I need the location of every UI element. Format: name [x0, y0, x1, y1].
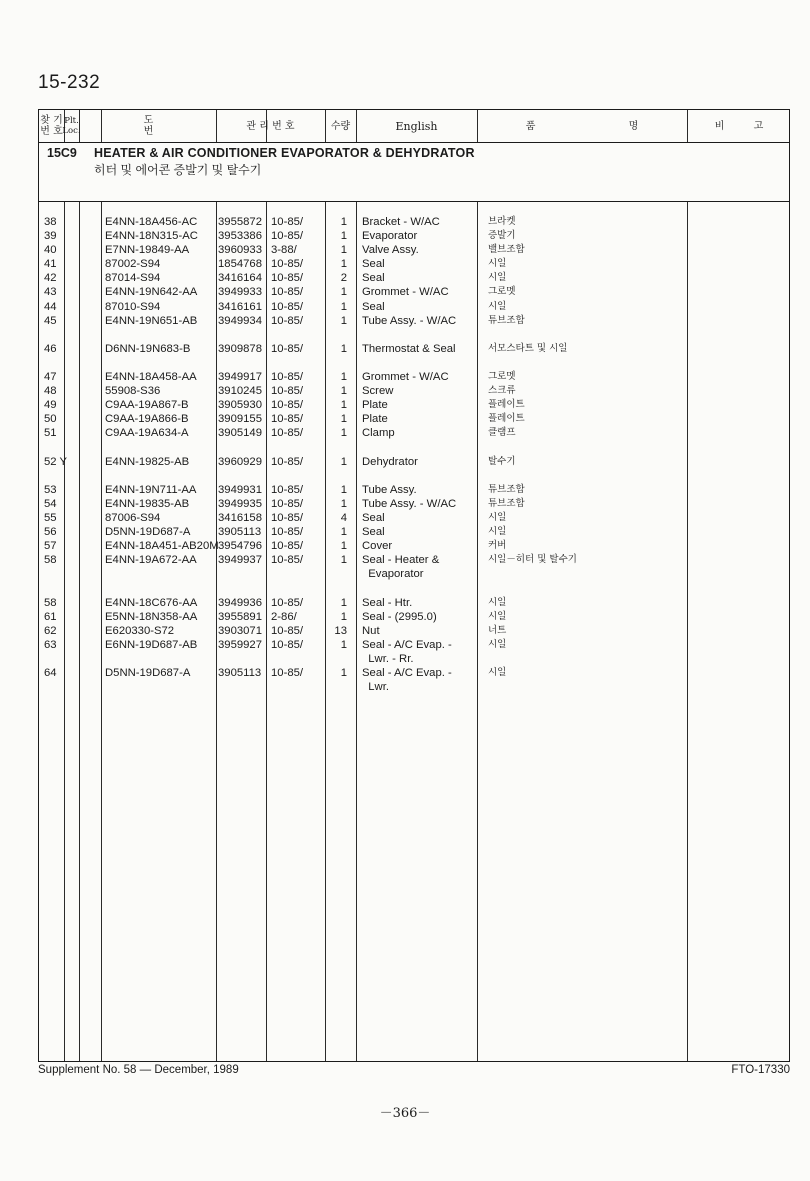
part-number: E4NN-18A456-AC: [105, 216, 198, 228]
part-number: C9AA-19A866-B: [105, 413, 189, 426]
part-number: 87010-S94: [105, 300, 161, 313]
ref-number: 58: [44, 554, 57, 567]
korean-name: 시일: [488, 596, 507, 608]
effective-date: 10-85/: [271, 258, 304, 271]
effective-date: 10-85/: [271, 385, 304, 398]
ref-number: 52 Y: [44, 455, 68, 468]
part-number: E620330-S72: [105, 624, 175, 637]
part-number: 55908-S36: [105, 385, 161, 398]
management-number: 3949917: [218, 371, 262, 384]
table-row: [39, 342, 789, 356]
quantity: 1: [340, 596, 347, 609]
table-row: [39, 370, 789, 384]
ref-number: 50: [44, 413, 57, 426]
management-number: 3960933: [218, 244, 262, 257]
header-ref-no: 찾 기 번 호: [40, 115, 63, 137]
ref-number: 62: [44, 624, 57, 637]
management-number: 3954796: [218, 540, 262, 553]
management-number: 3949934: [218, 314, 262, 327]
effective-date: 10-85/: [271, 624, 304, 637]
management-number: 3910245: [218, 385, 262, 398]
korean-name: 클램프: [488, 427, 516, 439]
effective-date: 10-85/: [271, 554, 304, 567]
part-number: E6NN-19D687-AB: [105, 638, 198, 651]
ref-number: 39: [44, 230, 57, 243]
effective-date: 10-85/: [271, 497, 304, 510]
table-row: [39, 497, 789, 511]
table-row: [39, 666, 789, 680]
quantity: 1: [340, 230, 347, 243]
korean-name: 커버: [488, 540, 507, 552]
header-plt-loc: Plt. Loc.: [62, 116, 81, 136]
english-name: Evaporator: [362, 230, 418, 243]
table-row: [39, 610, 789, 624]
quantity: 1: [340, 216, 347, 228]
english-name: Seal: [362, 258, 385, 271]
korean-name: 브라켓: [488, 216, 516, 227]
table-row: [39, 553, 789, 567]
ref-number: 56: [44, 526, 57, 539]
section-code: 15C9: [47, 146, 77, 160]
management-number: 3903071: [218, 624, 262, 637]
effective-date: 10-85/: [271, 526, 304, 539]
management-number: 3949935: [218, 497, 262, 510]
header-remarks: 비 고: [714, 120, 764, 132]
korean-name: 시일: [488, 638, 507, 650]
management-number: 3905113: [218, 526, 262, 539]
management-number: 3416158: [218, 511, 262, 524]
supplement-note: Supplement No. 58 — December, 1989: [38, 1064, 239, 1076]
parts-table: [38, 109, 790, 1062]
quantity: 1: [340, 258, 347, 271]
korean-name: 시일: [488, 526, 507, 538]
ref-number: 48: [44, 385, 57, 398]
english-name: Thermostat & Seal: [362, 342, 456, 355]
management-number: 3909155: [218, 413, 262, 426]
management-number: 3949933: [218, 286, 262, 299]
page-number: 15-232: [38, 72, 101, 93]
english-name: Seal: [362, 526, 385, 539]
table-row: [39, 384, 789, 398]
part-number: 87014-S94: [105, 272, 161, 285]
effective-date: 10-85/: [271, 540, 304, 553]
header-english: English: [395, 119, 438, 133]
korean-name: 시일: [488, 667, 507, 678]
management-number: 3955891: [218, 610, 262, 623]
english-name: Seal: [362, 511, 385, 524]
ref-number: 38: [44, 216, 57, 228]
effective-date: 10-85/: [271, 272, 304, 285]
english-name: Seal - A/C Evap. -: [362, 667, 452, 679]
part-number: E4NN-18A451-AB20M: [105, 540, 219, 553]
effective-date: 10-85/: [271, 300, 304, 313]
english-name: Lwr. - Rr.: [362, 652, 414, 665]
effective-date: 10-85/: [271, 314, 304, 327]
english-name: Grommet - W/AC: [362, 371, 449, 384]
english-name: Dehydrator: [362, 455, 418, 468]
part-number: E4NN-19N711-AA: [105, 483, 197, 496]
english-name: Screw: [362, 385, 394, 398]
effective-date: 10-85/: [271, 216, 304, 228]
effective-date: 10-85/: [271, 342, 304, 355]
effective-date: 10-85/: [271, 230, 304, 243]
table-row: [39, 483, 789, 497]
effective-date: 10-85/: [271, 455, 304, 468]
korean-name: 시일－히터 및 탈수기: [488, 554, 577, 566]
management-number: 3960929: [218, 455, 262, 468]
korean-name: 그로멧: [488, 286, 516, 298]
table-row: [39, 314, 789, 328]
section-block: [39, 143, 789, 201]
table-row: [39, 525, 789, 539]
english-name: Plate: [362, 413, 388, 426]
quantity: 1: [340, 497, 347, 510]
part-number: E4NN-19N642-AA: [105, 286, 198, 299]
english-name: Seal - (2995.0): [362, 610, 437, 623]
korean-name: 튜브조합: [488, 483, 525, 495]
row-spacer: [39, 441, 789, 455]
part-number: E5NN-18N358-AA: [105, 610, 198, 623]
english-name: Evaporator: [362, 568, 424, 581]
korean-name: 증발기: [488, 230, 516, 242]
effective-date: 10-85/: [271, 427, 304, 440]
korean-name: 시일: [488, 300, 507, 312]
management-number: 3949937: [218, 554, 262, 567]
table-row: [39, 412, 789, 426]
quantity: 1: [340, 300, 347, 313]
quantity: 1: [340, 667, 347, 679]
english-name: Tube Assy. - W/AC: [362, 497, 457, 510]
english-name: Bracket - W/AC: [362, 216, 440, 228]
effective-date: 2-86/: [271, 610, 297, 623]
ref-number: 42: [44, 272, 57, 285]
english-name: Plate: [362, 399, 388, 412]
quantity: 1: [340, 371, 347, 384]
ref-number: 64: [44, 667, 57, 679]
management-number: 3905149: [218, 427, 262, 440]
english-name: Seal: [362, 300, 385, 313]
part-number: E4NN-18A458-AA: [105, 371, 197, 384]
row-spacer: [39, 469, 789, 483]
management-number: 3959927: [218, 638, 262, 651]
row-spacer: [39, 581, 789, 595]
english-name: Seal - Htr.: [362, 596, 413, 609]
quantity: 1: [340, 526, 347, 539]
english-name: Nut: [362, 624, 380, 637]
quantity: 1: [340, 385, 347, 398]
korean-name: 튜브조합: [488, 314, 525, 326]
part-number: C9AA-19A867-B: [105, 399, 189, 412]
quantity: 1: [340, 342, 347, 355]
english-name: Cover: [362, 540, 393, 553]
korean-name: 시일: [488, 610, 507, 622]
english-name: Seal - A/C Evap. -: [362, 638, 452, 651]
table-row: [39, 229, 789, 243]
table-row: [39, 398, 789, 412]
ref-number: 54: [44, 497, 57, 510]
table-row: [39, 455, 789, 469]
part-number: D6NN-19N683-B: [105, 342, 191, 355]
management-number: 3416164: [218, 272, 262, 285]
ref-number: 61: [44, 610, 57, 623]
table-row: [39, 257, 789, 271]
quantity: 2: [340, 272, 347, 285]
english-name: Valve Assy.: [362, 244, 419, 257]
part-number: D5NN-19D687-A: [105, 667, 191, 679]
table-row: [39, 215, 789, 229]
english-name: Lwr.: [362, 681, 389, 694]
form-number: FTO-17330: [731, 1064, 790, 1076]
part-number: 87002-S94: [105, 258, 161, 271]
section-title: HEATER & AIR CONDITIONER EVAPORATOR & DEHYDRATOR: [94, 146, 475, 160]
quantity: 1: [340, 554, 347, 567]
english-name: Tube Assy. - W/AC: [362, 314, 457, 327]
effective-date: 3-88/: [271, 244, 297, 257]
header-korean-name: 품 명: [525, 120, 639, 132]
ref-number: 55: [44, 511, 57, 524]
table-row-continuation: [39, 567, 789, 581]
ref-number: 58: [44, 596, 57, 609]
ref-number: 44: [44, 300, 57, 313]
english-name: Seal: [362, 272, 385, 285]
header-mgmt-no: 관 리 번 호: [246, 120, 295, 132]
korean-name: 시일: [488, 272, 507, 284]
table-row: [39, 285, 789, 299]
section-divider: [39, 201, 789, 202]
effective-date: 10-85/: [271, 413, 304, 426]
ref-number: 47: [44, 371, 57, 384]
management-number: 3909878: [218, 342, 262, 355]
row-spacer: [39, 328, 789, 342]
quantity: 1: [340, 610, 347, 623]
table-row: [39, 624, 789, 638]
management-number: 1854768: [218, 258, 262, 271]
korean-name: 그로멧: [488, 371, 516, 383]
table-row: [39, 426, 789, 440]
english-name: Tube Assy.: [362, 483, 417, 496]
english-name: Grommet - W/AC: [362, 286, 449, 299]
quantity: 1: [340, 314, 347, 327]
ref-number: 53: [44, 483, 57, 496]
part-number: E4NN-19N651-AB: [105, 314, 198, 327]
row-spacer: [39, 356, 789, 370]
part-number: D5NN-19D687-A: [105, 526, 191, 539]
korean-name: 튜브조합: [488, 497, 525, 509]
table-row: [39, 243, 789, 257]
part-number: C9AA-19A634-A: [105, 427, 189, 440]
effective-date: 10-85/: [271, 286, 304, 299]
ref-number: 40: [44, 244, 57, 257]
part-number: E4NN-19825-AB: [105, 455, 190, 468]
ref-number: 46: [44, 342, 57, 355]
part-number: 87006-S94: [105, 511, 161, 524]
ref-number: 41: [44, 258, 57, 271]
korean-name: 스크류: [488, 385, 516, 397]
header-qty: 수량: [330, 120, 351, 132]
korean-name: 너트: [488, 624, 507, 636]
quantity: 1: [340, 399, 347, 412]
management-number: 3905930: [218, 399, 262, 412]
part-number: E4NN-18C676-AA: [105, 596, 198, 609]
ref-number: 57: [44, 540, 57, 553]
bottom-page-number: －366－: [379, 1106, 431, 1121]
parts-list: [39, 215, 789, 694]
part-number: E4NN-19A672-AA: [105, 554, 197, 567]
quantity: 1: [340, 455, 347, 468]
table-row-continuation: [39, 652, 789, 666]
ref-number: 63: [44, 638, 57, 651]
quantity: 1: [340, 427, 347, 440]
table-row: [39, 539, 789, 553]
korean-name: 플레이트: [488, 399, 525, 411]
part-number: E4NN-18N315-AC: [105, 230, 198, 243]
quantity: 1: [340, 638, 347, 651]
quantity: 1: [340, 244, 347, 257]
english-name: Clamp: [362, 427, 395, 440]
management-number: 3416161: [218, 300, 262, 313]
effective-date: 10-85/: [271, 483, 304, 496]
effective-date: 10-85/: [271, 596, 304, 609]
table-row: [39, 638, 789, 652]
part-number: E7NN-19849-AA: [105, 244, 190, 257]
section-title-korean: 히터 및 에어콘 증발기 및 탈수기: [94, 163, 262, 177]
effective-date: 10-85/: [271, 667, 304, 679]
effective-date: 10-85/: [271, 371, 304, 384]
ref-number: 43: [44, 286, 57, 299]
header-part-no: 도 번: [143, 115, 194, 137]
part-number: E4NN-19835-AB: [105, 497, 190, 510]
effective-date: 10-85/: [271, 399, 304, 412]
management-number: 3953386: [218, 230, 262, 243]
management-number: 3949936: [218, 596, 262, 609]
quantity: 4: [340, 511, 347, 524]
korean-name: 탈수기: [488, 455, 516, 467]
quantity: 1: [340, 483, 347, 496]
quantity: 13: [334, 624, 347, 637]
effective-date: 10-85/: [271, 638, 304, 651]
management-number: 3955872: [218, 216, 262, 228]
ref-number: 45: [44, 314, 57, 327]
management-number: 3905113: [218, 667, 262, 679]
korean-name: 시일: [488, 258, 507, 270]
korean-name: 밸브조합: [488, 244, 525, 256]
quantity: 1: [340, 413, 347, 426]
table-row: [39, 271, 789, 285]
korean-name: 서모스타트 및 시일: [488, 342, 568, 354]
table-row: [39, 511, 789, 525]
table-row-continuation: [39, 680, 789, 694]
table-row: [39, 300, 789, 314]
effective-date: 10-85/: [271, 511, 304, 524]
english-name: Seal - Heater &: [362, 554, 440, 567]
ref-number: 49: [44, 399, 57, 412]
korean-name: 플레이트: [488, 413, 525, 425]
table-row: [39, 596, 789, 610]
quantity: 1: [340, 286, 347, 299]
management-number: 3949931: [218, 483, 262, 496]
korean-name: 시일: [488, 511, 507, 523]
quantity: 1: [340, 540, 347, 553]
ref-number: 51: [44, 427, 57, 440]
